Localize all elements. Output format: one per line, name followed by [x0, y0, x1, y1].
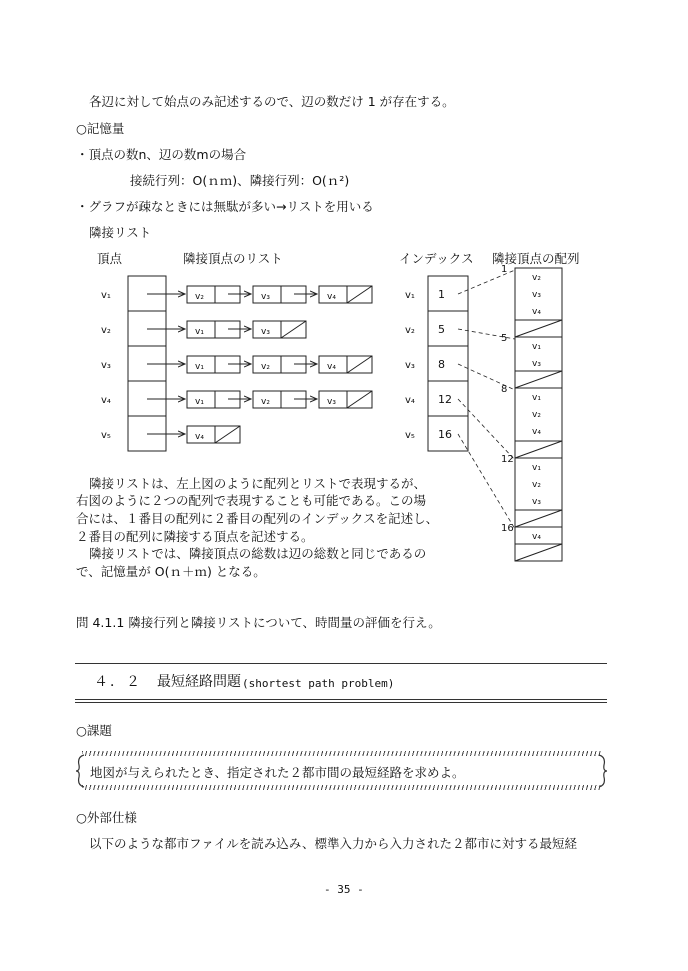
task-box-bottom-border: [82, 785, 602, 790]
vertex-label: v₃: [101, 360, 111, 371]
task-box-top-border: [82, 751, 602, 756]
index-value: 12: [438, 393, 452, 406]
null-pointer-slash: [347, 391, 372, 408]
label-adj-array: 隣接頂点の配列: [492, 251, 580, 266]
section-title: 最短経路問題: [157, 674, 241, 690]
index-value: 5: [438, 323, 445, 336]
adj-array-item: v₄: [532, 427, 541, 437]
adj-array-terminator-slash: [515, 544, 562, 561]
index-value: 8: [438, 358, 445, 371]
adj-array-item: v₂: [532, 273, 541, 283]
sparse-line: ・グラフが疎なときには無駄が多い→リストを用いる: [76, 199, 374, 214]
task-heading: ○課題: [76, 723, 112, 738]
task-box-text: 地図が与えられたとき、指定された２都市間の最短経路を求めよ。: [90, 765, 465, 780]
null-pointer-slash: [347, 286, 372, 303]
vertex-label: v₂: [101, 325, 111, 336]
adj-array-terminator-slash: [515, 510, 562, 527]
adj-array-terminator-slash: [515, 371, 562, 388]
section-number: ４．２: [94, 674, 142, 690]
section-rule-top: [75, 663, 607, 664]
index-array-cell: [428, 311, 468, 346]
label-index: インデックス: [399, 251, 474, 266]
adj-array-item: v₄: [532, 307, 541, 317]
adj-array-item: v₂: [532, 480, 541, 490]
intro-line: 各辺に対して始点のみ記述するので、辺の数だけ 1 が存在する。: [89, 94, 455, 109]
vertex-label: v₁: [101, 290, 111, 301]
list-node-label: v₂: [195, 292, 204, 302]
adj-array-item: v₁: [532, 463, 541, 473]
para-line-2: 右図のように２つの配列で表現することも可能である。この場: [76, 493, 427, 508]
list-node-label: v₄: [327, 362, 336, 372]
index-vertex-label: v₅: [405, 430, 415, 441]
index-vertex-label: v₄: [405, 395, 415, 406]
adj-list-heading: 隣接リスト: [89, 225, 152, 240]
list-node-label: v₄: [195, 432, 204, 442]
label-adj-list: 隣接頂点のリスト: [183, 251, 283, 266]
task-box-left-brace: [74, 753, 86, 789]
adj-array-item: v₄: [532, 532, 541, 542]
list-node-label: v₄: [327, 292, 336, 302]
index-vertex-label: v₃: [405, 360, 415, 371]
adj-array-item: v₃: [532, 497, 541, 507]
adj-array-offset: 12: [501, 454, 514, 465]
index-value: 1: [438, 288, 445, 301]
list-node-label: v₂: [261, 362, 270, 372]
vertex-label: v₅: [101, 430, 111, 441]
adj-array-item: v₁: [532, 393, 541, 403]
null-pointer-slash: [281, 321, 306, 338]
index-array-cell: [428, 276, 468, 311]
list-node-label: v₁: [195, 397, 204, 407]
para-line-3: 合には、１番目の配列に２番目の配列のインデックスを記述し、: [76, 511, 439, 526]
question-4-1-1: 問 4.1.1 隣接行列と隣接リストについて、時間量の評価を行え。: [76, 615, 441, 630]
list-node-label: v₂: [261, 397, 270, 407]
adj-array-item: v₂: [532, 410, 541, 420]
adj-array-offset: 5: [501, 333, 508, 344]
para-line-1: 隣接リストは、左上図のように配列とリストで表現するが、: [89, 476, 427, 491]
index-array-cell: [428, 346, 468, 381]
index-pointer-dashed: [458, 434, 515, 529]
page-number: - 35 -: [324, 883, 364, 896]
adj-array-item: v₃: [532, 290, 541, 300]
adj-array-terminator-slash: [515, 441, 562, 458]
para-line-6: で、記憶量が O(ｎ＋ｍ) となる。: [76, 564, 266, 579]
vertex-edge-line: ・頂点の数n、辺の数mの場合: [76, 147, 247, 162]
list-node-label: v₃: [327, 397, 336, 407]
para-line-5: 隣接リストでは、隣接頂点の総数は辺の総数と同じであるの: [89, 546, 427, 561]
label-vertex: 頂点: [97, 251, 123, 266]
index-value: 16: [438, 428, 452, 441]
para-line-4: ２番目の配列に隣接する頂点を記述する。: [76, 529, 314, 544]
adj-array-offset: 8: [501, 384, 508, 395]
list-node-label: v₁: [195, 327, 204, 337]
memory-heading: ○記憶量: [76, 121, 125, 136]
list-node-label: v₃: [261, 292, 270, 302]
index-vertex-label: v₂: [405, 325, 415, 336]
vertex-label: v₄: [101, 395, 111, 406]
adj-array-offset: 1: [501, 264, 508, 275]
matrix-complexity: 接続行列：O(ｎｍ)、隣接行列：O(ｎ²): [130, 173, 350, 188]
section-title-en: (shortest path problem): [242, 677, 395, 690]
index-vertex-label: v₁: [405, 290, 415, 301]
list-node-label: v₁: [195, 362, 204, 372]
spec-text: 以下のような都市ファイルを読み込み、標準入力から入力された２都市に対する最短経: [89, 836, 578, 851]
adj-array-offset: 16: [501, 523, 514, 534]
adj-array-terminator-slash: [515, 320, 562, 337]
task-box-right-brace: [597, 753, 609, 789]
null-pointer-slash: [347, 356, 372, 373]
null-pointer-slash: [215, 426, 240, 443]
list-node-label: v₃: [261, 327, 270, 337]
spec-heading: ○外部仕様: [76, 810, 137, 825]
adj-array-item: v₁: [532, 342, 541, 352]
adj-array-item: v₃: [532, 359, 541, 369]
section-rule-bottom-2: [75, 702, 607, 703]
section-rule-bottom-1: [75, 699, 607, 700]
